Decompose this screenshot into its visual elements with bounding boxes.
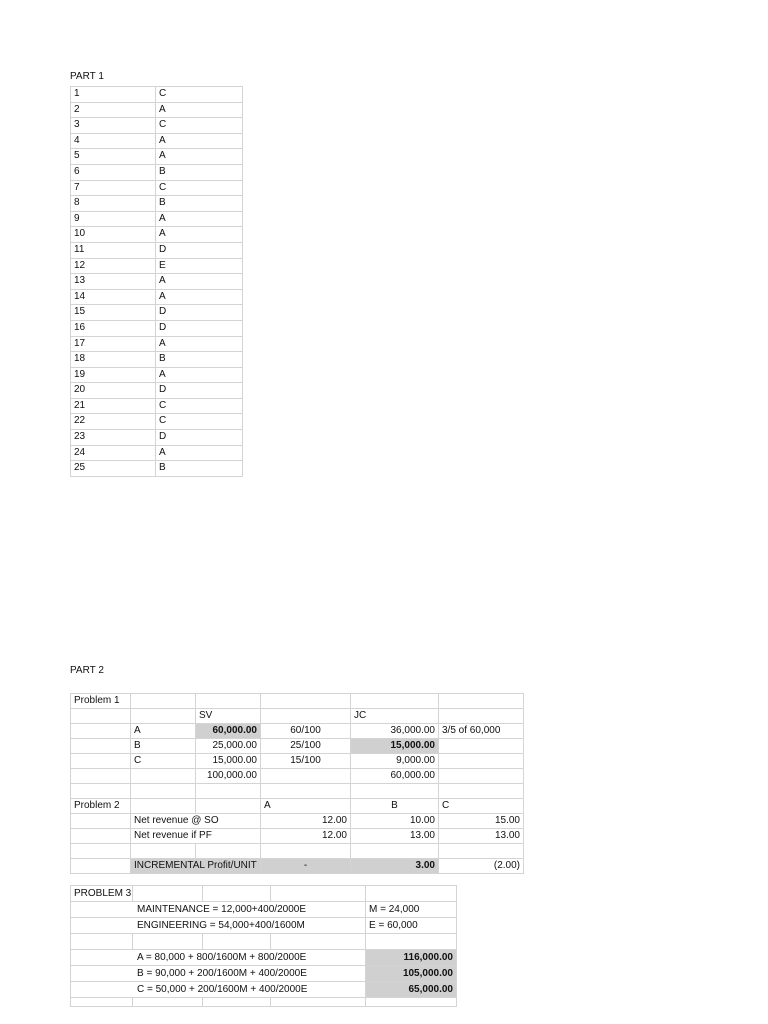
table-row: [71, 859, 524, 874]
answer-letter: D: [156, 430, 243, 446]
problem1-col-sv: SV: [196, 709, 261, 724]
problem1-jc-value: 36,000.00: [351, 724, 439, 739]
question-number: 21: [71, 398, 156, 414]
answer-letter: C: [156, 118, 243, 134]
question-number: 4: [71, 133, 156, 149]
answer-letter: A: [156, 227, 243, 243]
question-number: 19: [71, 367, 156, 383]
problem1-row-name: C: [131, 754, 196, 769]
answer-letter: C: [156, 398, 243, 414]
answer-letter: A: [156, 274, 243, 290]
problem1-row-name: B: [131, 739, 196, 754]
problem2-c-value: 13.00: [439, 829, 524, 844]
table-row: [71, 694, 524, 709]
problem1-label: Problem 1: [71, 694, 131, 709]
problem2-c-value: 15.00: [439, 814, 524, 829]
problem1-sv-value: 15,000.00: [196, 754, 261, 769]
table-row: [71, 305, 243, 321]
answer-letter: A: [156, 102, 243, 118]
table-row: [71, 844, 524, 859]
maintenance-formula: MAINTENANCE = 12,000+400/2000E: [71, 902, 366, 918]
table-row: [71, 211, 243, 227]
problem3-table: [70, 885, 457, 1007]
problem1-col-jc: JC: [351, 709, 439, 724]
table-row: [71, 814, 524, 829]
m-value: M = 24,000: [366, 902, 457, 918]
answer-letter: A: [156, 211, 243, 227]
table-row: [71, 769, 524, 784]
problem1-ratio: 60/100: [261, 724, 351, 739]
table-row: [71, 227, 243, 243]
table-row: [71, 784, 524, 799]
question-number: 17: [71, 336, 156, 352]
problem2-col-a: A: [261, 799, 351, 814]
problem2-label: Problem 2: [71, 799, 131, 814]
answer-letter: B: [156, 164, 243, 180]
problem1-ratio: 15/100: [261, 754, 351, 769]
incremental-label: INCREMENTAL Profit/UNIT: [131, 859, 261, 874]
table-row: [71, 87, 243, 103]
question-number: 3: [71, 118, 156, 134]
question-number: 9: [71, 211, 156, 227]
problem2-b-value: 13.00: [351, 829, 439, 844]
problem1-total-sv: 100,000.00: [196, 769, 261, 784]
question-number: 14: [71, 289, 156, 305]
answer-letter: D: [156, 242, 243, 258]
table-row: [71, 258, 243, 274]
table-row: [71, 934, 457, 950]
table-row: [71, 998, 457, 1007]
table-row: [71, 461, 243, 477]
answer-letter: B: [156, 196, 243, 212]
answer-letter: D: [156, 320, 243, 336]
table-row: [71, 414, 243, 430]
problem1-sv-value: 25,000.00: [196, 739, 261, 754]
table-row: [71, 352, 243, 368]
table-row: [71, 739, 524, 754]
question-number: 10: [71, 227, 156, 243]
allocation-formula: B = 90,000 + 200/1600M + 400/2000E: [71, 966, 366, 982]
table-row: [71, 118, 243, 134]
table-row: [71, 289, 243, 305]
part1-heading: PART 1: [70, 71, 104, 82]
answer-letter: D: [156, 383, 243, 399]
question-number: 20: [71, 383, 156, 399]
problem2-b-value: 10.00: [351, 814, 439, 829]
incremental-a: -: [261, 859, 351, 874]
table-row: [71, 709, 524, 724]
incremental-b: 3.00: [351, 859, 439, 874]
incremental-c: (2.00): [439, 859, 524, 874]
table-row: [71, 829, 524, 844]
allocation-formula: C = 50,000 + 200/1600M + 400/2000E: [71, 982, 366, 998]
question-number: 23: [71, 430, 156, 446]
engineering-formula: ENGINEERING = 54,000+400/1600M: [71, 918, 366, 934]
table-row: [71, 950, 457, 966]
question-number: 7: [71, 180, 156, 196]
table-row: [71, 886, 457, 902]
answer-letter: A: [156, 336, 243, 352]
allocation-formula: A = 80,000 + 800/1600M + 800/2000E: [71, 950, 366, 966]
problem1-note: 3/5 of 60,000: [439, 724, 524, 739]
answer-letter: A: [156, 149, 243, 165]
table-row: [71, 430, 243, 446]
answer-letter: A: [156, 367, 243, 383]
table-row: [71, 274, 243, 290]
table-row: [71, 196, 243, 212]
question-number: 13: [71, 274, 156, 290]
part2-heading: PART 2: [70, 665, 104, 676]
answer-letter: E: [156, 258, 243, 274]
question-number: 18: [71, 352, 156, 368]
problem2-row-name: Net revenue @ SO: [131, 814, 261, 829]
question-number: 6: [71, 164, 156, 180]
problem1-jc-value: 15,000.00: [351, 739, 439, 754]
question-number: 1: [71, 87, 156, 103]
question-number: 11: [71, 242, 156, 258]
question-number: 8: [71, 196, 156, 212]
part1-answer-table: [70, 86, 243, 477]
answer-letter: B: [156, 461, 243, 477]
question-number: 5: [71, 149, 156, 165]
table-row: [71, 445, 243, 461]
problem1-ratio: 25/100: [261, 739, 351, 754]
question-number: 12: [71, 258, 156, 274]
table-row: [71, 982, 457, 998]
table-row: [71, 133, 243, 149]
problem3-label: PROBLEM 3: [71, 886, 133, 902]
table-row: [71, 180, 243, 196]
problem1-total-jc: 60,000.00: [351, 769, 439, 784]
table-row: [71, 164, 243, 180]
table-row: [71, 102, 243, 118]
answer-letter: A: [156, 289, 243, 305]
problem2-col-c: C: [439, 799, 524, 814]
problem1-jc-value: 9,000.00: [351, 754, 439, 769]
e-value: E = 60,000: [366, 918, 457, 934]
table-row: [71, 754, 524, 769]
answer-letter: A: [156, 445, 243, 461]
answer-letter: A: [156, 133, 243, 149]
answer-letter: C: [156, 414, 243, 430]
table-row: [71, 918, 457, 934]
question-number: 25: [71, 461, 156, 477]
table-row: [71, 242, 243, 258]
answer-letter: C: [156, 180, 243, 196]
allocation-value: 105,000.00: [366, 966, 457, 982]
question-number: 2: [71, 102, 156, 118]
table-row: [71, 336, 243, 352]
problem2-col-b: B: [351, 799, 439, 814]
question-number: 24: [71, 445, 156, 461]
table-row: [71, 902, 457, 918]
question-number: 16: [71, 320, 156, 336]
table-row: [71, 367, 243, 383]
question-number: 22: [71, 414, 156, 430]
table-row: [71, 320, 243, 336]
problem2-row-name: Net revenue if PF: [131, 829, 261, 844]
table-row: [71, 398, 243, 414]
answer-letter: D: [156, 305, 243, 321]
allocation-value: 116,000.00: [366, 950, 457, 966]
problem2-a-value: 12.00: [261, 829, 351, 844]
table-row: [71, 383, 243, 399]
answer-letter: C: [156, 87, 243, 103]
problem1-sv-value: 60,000.00: [196, 724, 261, 739]
table-row: [71, 966, 457, 982]
problem2-a-value: 12.00: [261, 814, 351, 829]
allocation-value: 65,000.00: [366, 982, 457, 998]
question-number: 15: [71, 305, 156, 321]
table-row: [71, 799, 524, 814]
table-row: [71, 724, 524, 739]
problem1-row-name: A: [131, 724, 196, 739]
table-row: [71, 149, 243, 165]
answer-letter: B: [156, 352, 243, 368]
problem1-2-table: [70, 693, 524, 874]
